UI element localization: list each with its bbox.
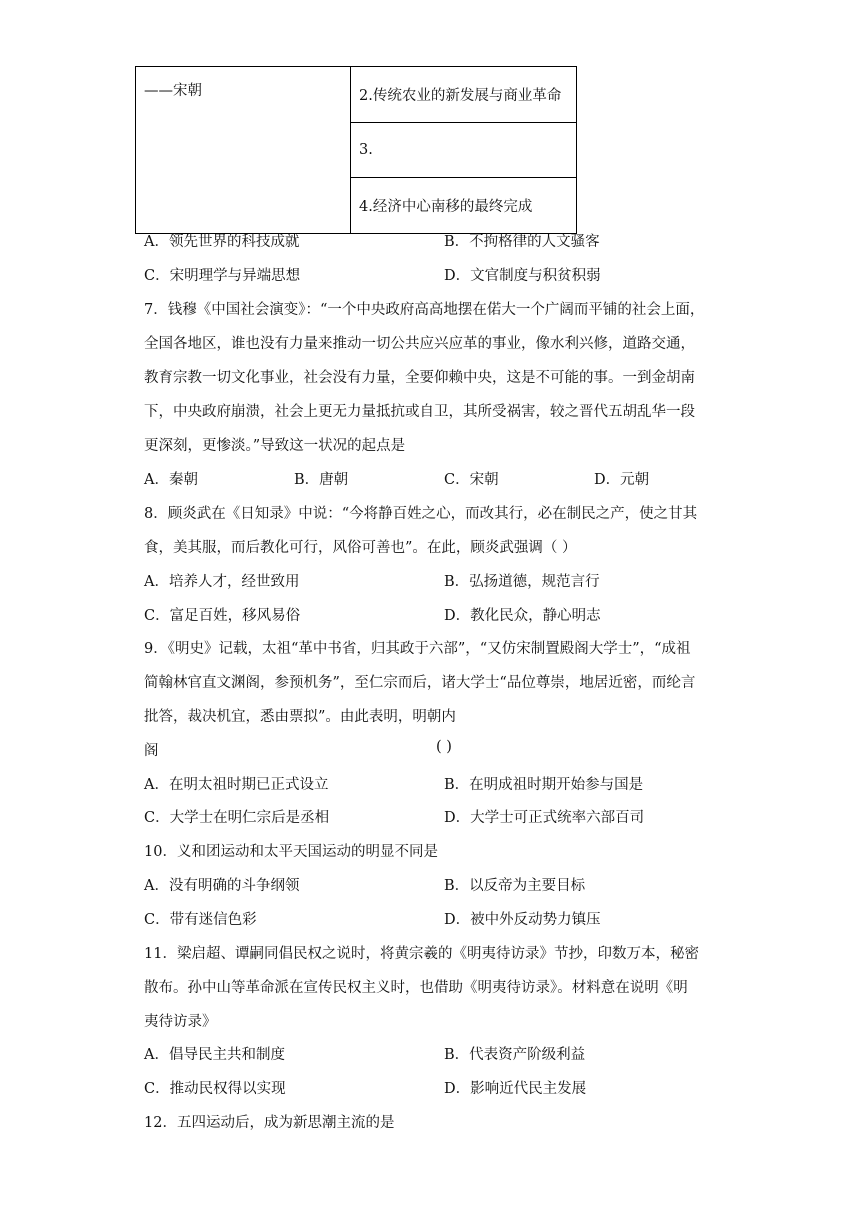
- q7-stem-line-3: 教育宗教一切文化事业，社会没有力量，全要仰赖中央，这是不可能的事。一到金胡南: [144, 370, 695, 386]
- q10-option-b[interactable]: B．以反帝为主要目标: [444, 878, 586, 894]
- q9-option-a[interactable]: A．在明太祖时期已正式设立: [144, 777, 329, 793]
- q8-stem-line-2: 食，美其服，而后教化可行，风俗可善也”。在此，顾炎武强调（ ）: [144, 540, 577, 556]
- q8-option-d[interactable]: D．教化民众，静心明志: [444, 608, 601, 624]
- q7-option-b[interactable]: B．唐朝: [294, 472, 349, 488]
- q12-stem: 12．五四运动后，成为新思潮主流的是: [144, 1115, 395, 1131]
- table-row-2: 2.传统农业的新发展与商业革命: [351, 67, 577, 123]
- q10-stem: 10．义和团运动和太平天国运动的明显不同是: [144, 844, 438, 860]
- table-row-3: 3.: [351, 122, 577, 178]
- q9-option-c[interactable]: C．大学士在明仁宗后是丞相: [144, 810, 330, 826]
- q7-option-a[interactable]: A．秦朝: [144, 472, 198, 488]
- q9-stem-line-2: 简翰林官直文渊阁，参预机务”，至仁宗而后，诸大学士“品位尊崇，地居近密，而纶言: [144, 675, 696, 691]
- topic-table: [135, 66, 577, 234]
- q11-stem-line-1: 11．梁启超、谭嗣同倡民权之说时，将黄宗羲的《明夷待访录》节抄，印数万本，秘密: [144, 946, 699, 962]
- q11-stem-line-2: 散布。孙中山等革命派在宣传民权主义时，也借助《明夷待访录》。材料意在说明《明: [144, 980, 688, 996]
- q11-stem-line-3: 夷待访录》: [144, 1014, 217, 1030]
- q6-option-d[interactable]: D．文官制度与积贫积弱: [444, 268, 601, 284]
- q9-stem-line-3: 批答，裁决机宜，悉由票拟”。由此表明，明朝内: [144, 709, 456, 725]
- q8-option-b[interactable]: B．弘扬道德，规范言行: [444, 574, 600, 590]
- q6-option-b[interactable]: B．不拘格律的人文骚客: [444, 234, 600, 250]
- q9-stem-line-4: 阁: [144, 743, 159, 759]
- q11-option-a[interactable]: A．倡导民主共和制度: [144, 1047, 285, 1063]
- q11-option-c[interactable]: C．推动民权得以实现: [144, 1081, 286, 1097]
- q9-option-b[interactable]: B．在明成祖时期开始参与国是: [444, 777, 644, 793]
- q11-option-d[interactable]: D．影响近代民主发展: [444, 1081, 587, 1097]
- q7-stem-line-1: 7．钱穆《中国社会演变》：“一个中央政府高高地摆在偌大一个广阔而平铺的社会上面，: [144, 302, 705, 318]
- q7-stem-line-2: 全国各地区，谁也没有力量来推动一切公共应兴应革的事业，像水利兴修，道路交通，: [144, 336, 695, 352]
- q9-answer-bracket: ( ): [436, 739, 452, 755]
- q7-stem-line-5: 更深刻，更惨淡。”导致这一状况的起点是: [144, 438, 406, 454]
- q10-option-a[interactable]: A．没有明确的斗争纲领: [144, 878, 300, 894]
- q11-option-b[interactable]: B．代表资产阶级利益: [444, 1047, 586, 1063]
- q8-stem-line-1: 8．顾炎武在《日知录》中说：“今将静百姓之心，而改其行，必在制民之产，使之甘其: [144, 506, 698, 522]
- table-row-4: 4.经济中心南移的最终完成: [351, 178, 577, 234]
- q10-option-c[interactable]: C．带有迷信色彩: [144, 912, 257, 928]
- q7-stem-line-4: 下，中央政府崩溃，社会上更无力量抵抗或自卫，其所受祸害，较之晋代五胡乱华一段: [144, 404, 695, 420]
- q8-option-a[interactable]: A．培养人才，经世致用: [144, 574, 300, 590]
- q7-option-d[interactable]: D．元朝: [594, 472, 650, 488]
- q8-option-c[interactable]: C．富足百姓，移风易俗: [144, 608, 301, 624]
- q9-option-d[interactable]: D．大学士可正式统率六部百司: [444, 810, 645, 826]
- q6-option-c[interactable]: C．宋明理学与异端思想: [144, 268, 301, 284]
- q9-stem-line-1: 9．《明史》记载，太祖“革中书省，归其政于六部”，“又仿宋制置殿阁大学士”，“成祖: [144, 641, 691, 657]
- q6-option-a[interactable]: A．领先世界的科技成就: [144, 234, 300, 250]
- q10-option-d[interactable]: D．被中外反动势力镇压: [444, 912, 601, 928]
- q7-option-c[interactable]: C．宋朝: [444, 472, 499, 488]
- table-left-cell: ——宋朝: [136, 67, 351, 234]
